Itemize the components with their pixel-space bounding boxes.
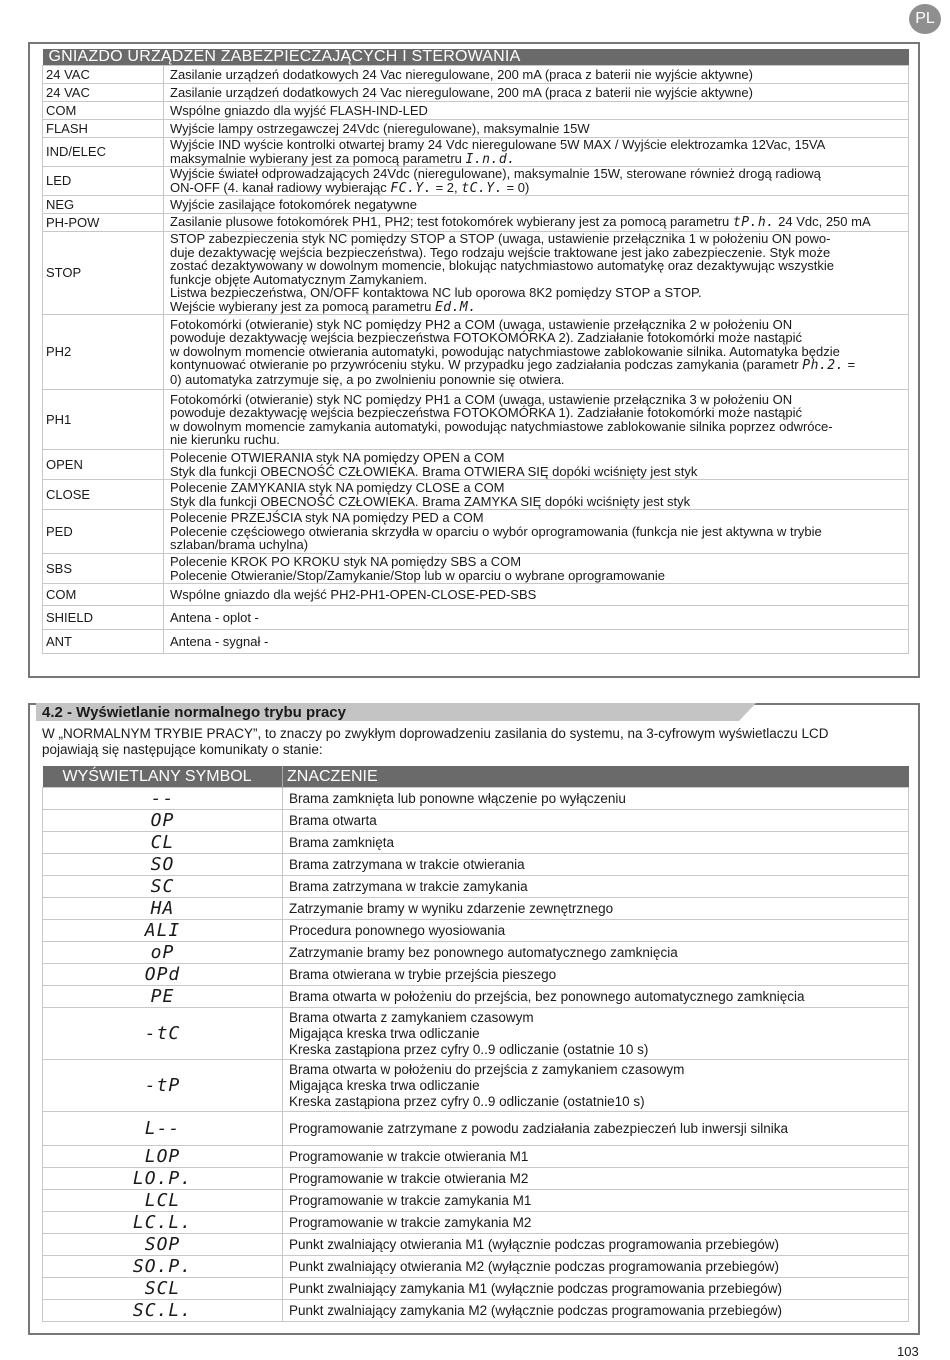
symbol-row — [43, 1146, 909, 1168]
terminal-table-header: GNIAZDO URZĄDZEŃ ZABEZPIECZAJĄCYCH I STEROWANIA — [43, 49, 909, 66]
meaning-line: Programowanie w trakcie otwierania M1 — [289, 1148, 529, 1164]
meaning-line: Kreska zastąpiona przez cyfry 0..9 odliczanie (ostatnie 10 s) — [289, 1041, 649, 1057]
meaning-line: Programowanie w trakcie zamykania M1 — [289, 1192, 532, 1208]
symbol-meaning — [283, 876, 909, 898]
symbol-meaning — [283, 1190, 909, 1212]
desc-text: duje dezaktywację wejścia bezpieczeństwa). Tego rodzaju wejście traktowane jest jako zabezpieczenie. Styk może — [170, 244, 831, 260]
meaning-line: Brama zatrzymana w trakcie otwierania — [289, 856, 525, 872]
terminal-description — [164, 232, 909, 315]
desc-text: = — [843, 357, 856, 373]
lcd-symbol: LOP — [43, 1146, 283, 1168]
display-symbol-table — [42, 766, 909, 1322]
symbol-meaning — [283, 1008, 909, 1060]
lcd-parameter: tC.Y. — [461, 180, 503, 196]
symbol-row — [43, 942, 909, 964]
terminal-table — [42, 49, 909, 654]
column-header-symbol: WYŚWIETLANY SYMBOL — [43, 766, 283, 788]
terminal-description — [164, 214, 909, 232]
intro-line-2: pojawiają się następujące komunikaty o stanie: — [42, 742, 323, 757]
column-header-meaning: ZNACZENIE — [283, 766, 909, 788]
symbol-row — [43, 854, 909, 876]
lcd-symbol: -- — [43, 788, 283, 810]
terminal-row — [43, 554, 909, 584]
terminal-description — [164, 315, 909, 390]
terminal-row — [43, 84, 909, 102]
meaning-line: Brama otwarta w położeniu do przejścia, bez ponownego automatycznego zamknięcia — [289, 988, 805, 1004]
desc-text: Polecenie KROK PO KROKU styk NA pomiędzy SBS a COM — [170, 554, 522, 569]
desc-text: maksymalnie wybierany jest za pomocą parametru — [170, 150, 466, 166]
lcd-symbol: SO.P. — [43, 1256, 283, 1278]
terminal-row — [43, 167, 909, 196]
terminal-name: PH1 — [43, 390, 164, 450]
terminal-row — [43, 102, 909, 120]
desc-text: Wyjście lampy ostrzegawczej 24Vdc (nieregulowane), maksymalnie 15W — [170, 120, 590, 136]
meaning-line: Zatrzymanie bramy bez ponownego automatycznego zamknięcia — [289, 944, 678, 960]
symbol-row — [43, 1278, 909, 1300]
terminal-name: CLOSE — [43, 480, 164, 510]
lcd-parameter: I.n.d. — [465, 151, 516, 167]
symbol-row — [43, 1168, 909, 1190]
symbol-meaning — [283, 1300, 909, 1322]
meaning-line: Punkt zwalniający zamykania M1 (wyłącznie podczas programowania przebiegów) — [289, 1280, 782, 1296]
symbol-row — [43, 1212, 909, 1234]
symbol-meaning — [283, 1168, 909, 1190]
symbol-row — [43, 876, 909, 898]
terminal-name: IND/ELEC — [43, 138, 164, 167]
symbol-meaning — [283, 898, 909, 920]
language-badge: PL — [909, 4, 941, 34]
terminal-row — [43, 138, 909, 167]
terminal-description — [164, 390, 909, 450]
section-heading — [36, 703, 756, 721]
intro-paragraph — [42, 726, 912, 758]
terminal-description — [164, 480, 909, 510]
terminal-description — [164, 196, 909, 214]
desc-text: Polecenie PRZEJŚCIA styk NA pomiędzy PED a COM — [170, 510, 484, 526]
desc-text: nie kierunku ruchu. — [170, 432, 280, 447]
terminal-name: PED — [43, 510, 164, 554]
terminal-description — [164, 84, 909, 102]
meaning-line: Programowanie w trakcie zamykania M2 — [289, 1214, 532, 1230]
desc-text: powoduje dezaktywację wejścia bezpieczeństwa FOTOKOMÓRKA 1). Zadziałanie fotokomórki może nastąpić — [170, 405, 802, 420]
symbol-row — [43, 810, 909, 832]
desc-text: powoduje dezaktywację wejścia bezpieczeństwa FOTOKOMÓRKA 2). Zadziałanie fotokomórki może nastąpić — [170, 330, 802, 346]
desc-text: = 0) — [502, 179, 530, 195]
meaning-line: Punkt zwalniający otwierania M1 (wyłącznie podczas programowania przebiegów) — [289, 1236, 779, 1252]
lcd-symbol: SO — [43, 854, 283, 876]
symbol-meaning — [283, 986, 909, 1008]
lcd-symbol: L-- — [43, 1112, 283, 1146]
desc-text: w dowolnym momencie otwierania automatyki, powodując natychmiastowe zablokowanie silnika. Automatyka będzie — [170, 343, 840, 359]
desc-text: Wyjście świateł odprowadzających 24Vdc (nieregulowane), maksymalnie 15W, sterowane również drogą radiową — [170, 166, 821, 181]
meaning-line: Procedura ponownego wyosiowania — [289, 922, 506, 938]
lcd-symbol: LO.P. — [43, 1168, 283, 1190]
lcd-symbol: ALI — [43, 920, 283, 942]
symbol-meaning — [283, 1112, 909, 1146]
lcd-symbol: SCL — [43, 1278, 283, 1300]
meaning-line: Brama zamknięta lub ponowne włączenie po wyłączeniu — [289, 790, 626, 806]
meaning-line: Brama zamknięta — [289, 834, 395, 850]
desc-text: = 2, — [431, 179, 462, 195]
lcd-parameter: Ph.2. — [802, 358, 844, 374]
terminal-description — [164, 450, 909, 480]
lcd-symbol: LCL — [43, 1190, 283, 1212]
terminal-description — [164, 66, 909, 84]
terminal-name: NEG — [43, 196, 164, 214]
desc-text: Wspólne gniazdo dla wyjść FLASH-IND-LED — [170, 102, 428, 118]
lcd-parameter: tP.h. — [732, 215, 775, 231]
symbol-meaning — [283, 1234, 909, 1256]
symbol-row — [43, 964, 909, 986]
symbol-row — [43, 1112, 909, 1146]
desc-text: Polecenie częściowego otwierania skrzydła w oparciu o wybór oprogramowania (funkcja nie jest aktywna w trybie — [170, 523, 822, 539]
terminal-row — [43, 450, 909, 480]
meaning-line: Brama otwierana w trybie przejścia pieszego — [289, 966, 557, 982]
lcd-symbol: OP — [43, 810, 283, 832]
terminal-name: LED — [43, 167, 164, 196]
terminal-name: COM — [43, 102, 164, 120]
lcd-symbol: -tP — [43, 1060, 283, 1112]
symbol-meaning — [283, 1060, 909, 1112]
lcd-symbol: OPd — [43, 964, 283, 986]
symbol-meaning — [283, 964, 909, 986]
symbol-row — [43, 1190, 909, 1212]
terminal-description — [164, 606, 909, 630]
terminal-name: ANT — [43, 630, 164, 654]
terminal-name: STOP — [43, 232, 164, 315]
terminal-description — [164, 120, 909, 138]
terminal-name: FLASH — [43, 120, 164, 138]
symbol-meaning — [283, 810, 909, 832]
terminal-description — [164, 138, 909, 167]
terminal-row — [43, 232, 909, 315]
terminal-name: COM — [43, 584, 164, 606]
meaning-line: Punkt zwalniający zamykania M2 (wyłącznie podczas programowania przebiegów) — [289, 1302, 782, 1318]
symbol-meaning — [283, 788, 909, 810]
meaning-line: Kreska zastąpiona przez cyfry 0..9 odliczanie (ostatnie10 s) — [289, 1093, 645, 1109]
desc-text: Styk dla funkcji OBECNOŚĆ CZŁOWIEKA. Brama OTWIERA SIĘ dopóki wciśnięty jest styk — [170, 463, 698, 479]
desc-text: 24 Vdc, 250 mA — [774, 214, 871, 230]
lcd-parameter: Ed.M. — [434, 299, 477, 315]
terminal-row — [43, 120, 909, 138]
lcd-parameter: FC.Y. — [390, 180, 432, 196]
desc-text: Polecenie OTWIERANIA styk NA pomiędzy OPEN a COM — [170, 450, 505, 465]
terminal-row — [43, 214, 909, 232]
desc-text: zostać dezaktywowany w dowolnym momencie, blokując natychmiastowo automatykę oraz dezaktywując wszystkie — [170, 258, 835, 273]
terminal-row — [43, 315, 909, 390]
desc-text: Styk dla funkcji OBECNOŚĆ CZŁOWIEKA. Brama ZAMYKA SIĘ dopóki wciśnięty jest styk — [170, 493, 691, 509]
terminal-description — [164, 630, 909, 654]
symbol-meaning — [283, 942, 909, 964]
desc-text: Polecenie Otwieranie/Stop/Zamykanie/Stop lub w oparciu o wybrane oprogramowanie — [170, 567, 665, 583]
terminal-name: OPEN — [43, 450, 164, 480]
meaning-line: Brama otwarta — [289, 812, 377, 828]
desc-text: funkcje objęte Automatycznym Zamykaniem. — [170, 271, 428, 287]
lcd-symbol: PE — [43, 986, 283, 1008]
terminal-description — [164, 584, 909, 606]
symbol-row — [43, 898, 909, 920]
desc-text: Polecenie ZAMYKANIA styk NA pomiędzy CLOSE a COM — [170, 480, 505, 495]
terminal-row — [43, 480, 909, 510]
symbol-meaning — [283, 854, 909, 876]
desc-text: Wyjście zasilające fotokomórek negatywne — [170, 196, 417, 212]
desc-text: Listwa bezpieczeństwa, ON/OFF kontaktowa NC lub oporowa 8K2 pomiędzy STOP a STOP. — [170, 285, 702, 300]
intro-line-1: W „NORMALNYM TRYBIE PRACY”, to znaczy po zwykłym doprowadzeniu zasilania do systemu, na 3-cyfrowym wyświetlaczu LCD — [42, 726, 829, 741]
meaning-line: Migająca kreska trwa odliczanie — [289, 1025, 480, 1041]
symbol-meaning — [283, 1146, 909, 1168]
meaning-line: Migająca kreska trwa odliczanie — [289, 1077, 480, 1093]
meaning-line: Brama otwarta z zamykaniem czasowym — [289, 1009, 534, 1025]
meaning-line: Brama zatrzymana w trakcie zamykania — [289, 878, 528, 894]
symbol-row — [43, 1234, 909, 1256]
desc-text: Zasilanie plusowe fotokomórek PH1, PH2; test fotokomórek wybierany jest za pomocą parametru — [170, 214, 733, 230]
symbol-row — [43, 1300, 909, 1322]
symbol-row — [43, 832, 909, 854]
desc-text: kontynuować otwieranie po przywróceniu styku. W przypadku jego zadziałania podczas zamykania (parametr — [170, 357, 803, 373]
desc-text: STOP zabezpieczenia styk NC pomiędzy STOP a STOP (uwaga, ustawienie przełącznika 1 w położeniu ON powo- — [170, 231, 831, 246]
terminal-name: SHIELD — [43, 606, 164, 630]
lcd-symbol: SC.L. — [43, 1300, 283, 1322]
desc-text: w dowolnym momencie zamykania automatyki, powodując natychmiastowe zablokowanie silnika poprzez odwróce- — [170, 418, 833, 434]
lcd-symbol: CL — [43, 832, 283, 854]
desc-text: 0) automatyka zatrzymuje się, a po zwolnieniu ponownie się otwiera. — [170, 371, 565, 387]
symbol-meaning — [283, 832, 909, 854]
desc-text: Zasilanie urządzeń dodatkowych 24 Vac nieregulowane, 200 mA (praca z baterii nie wyjście aktywne) — [170, 84, 753, 100]
desc-text: Wyjście IND wyście kontrolki otwartej bramy 24 Vdc nieregulowane 5W MAX / Wyjście elektrozamka 12Vac, 15VA — [170, 137, 826, 152]
meaning-line: Punkt zwalniający otwierania M2 (wyłącznie podczas programowania przebiegów) — [289, 1258, 779, 1274]
lcd-symbol: oP — [43, 942, 283, 964]
lcd-symbol: LC.L. — [43, 1212, 283, 1234]
symbol-row — [43, 1008, 909, 1060]
symbol-meaning — [283, 920, 909, 942]
terminal-name: SBS — [43, 554, 164, 584]
terminal-row — [43, 66, 909, 84]
terminal-description — [164, 167, 909, 196]
symbol-row — [43, 1060, 909, 1112]
terminal-description — [164, 554, 909, 584]
section-title: 4.2 - Wyświetlanie normalnego trybu pracy — [42, 704, 346, 721]
lcd-symbol: SC — [43, 876, 283, 898]
terminal-row — [43, 606, 909, 630]
desc-text: Wejście wybierany jest za pomocą parametru — [170, 298, 435, 314]
desc-text: Zasilanie urządzeń dodatkowych 24 Vac nieregulowane, 200 mA (praca z baterii nie wyjście aktywne) — [170, 66, 753, 82]
desc-text: Wspólne gniazdo dla wejść PH2-PH1-OPEN-CLOSE-PED-SBS — [170, 586, 537, 602]
symbol-meaning — [283, 1256, 909, 1278]
symbol-row — [43, 986, 909, 1008]
symbol-row — [43, 1256, 909, 1278]
desc-text: szlaban/brama uchylna) — [170, 537, 309, 553]
terminal-row — [43, 630, 909, 654]
desc-text: Antena - sygnał - — [170, 633, 269, 649]
terminal-row — [43, 584, 909, 606]
lcd-symbol: SOP — [43, 1234, 283, 1256]
symbol-row — [43, 788, 909, 810]
meaning-line: Zatrzymanie bramy w wyniku zdarzenie zewnętrznego — [289, 900, 614, 916]
desc-text: Fotokomórki (otwieranie) styk NC pomiędzy PH2 a COM (uwaga, ustawienie przełącznika 2 w położeniu ON — [170, 316, 793, 332]
terminal-name: PH-POW — [43, 214, 164, 232]
symbol-meaning — [283, 1278, 909, 1300]
symbol-row — [43, 920, 909, 942]
terminal-description — [164, 510, 909, 554]
meaning-line: Programowanie zatrzymane z powodu zadziałania zabezpieczeń lub inwersji silnika — [289, 1120, 789, 1136]
desc-text: Antena - oplot - — [170, 609, 259, 625]
desc-text: ON-OFF (4. kanał radiowy wybierając — [170, 179, 391, 195]
terminal-row — [43, 196, 909, 214]
terminal-row — [43, 390, 909, 450]
desc-text: Fotokomórki (otwieranie) styk NC pomiędzy PH1 a COM (uwaga, ustawienie przełącznika 3 w położeniu ON — [170, 391, 793, 407]
terminal-description — [164, 102, 909, 120]
terminal-name: 24 VAC — [43, 66, 164, 84]
lcd-symbol: -tC — [43, 1008, 283, 1060]
terminal-row — [43, 510, 909, 554]
terminal-name: 24 VAC — [43, 84, 164, 102]
terminal-name: PH2 — [43, 315, 164, 390]
meaning-line: Brama otwarta w położeniu do przejścia z zamykaniem czasowym — [289, 1061, 685, 1077]
lcd-symbol: HA — [43, 898, 283, 920]
symbol-meaning — [283, 1212, 909, 1234]
meaning-line: Programowanie w trakcie otwierania M2 — [289, 1170, 529, 1186]
page-number: 103 — [897, 1344, 919, 1359]
